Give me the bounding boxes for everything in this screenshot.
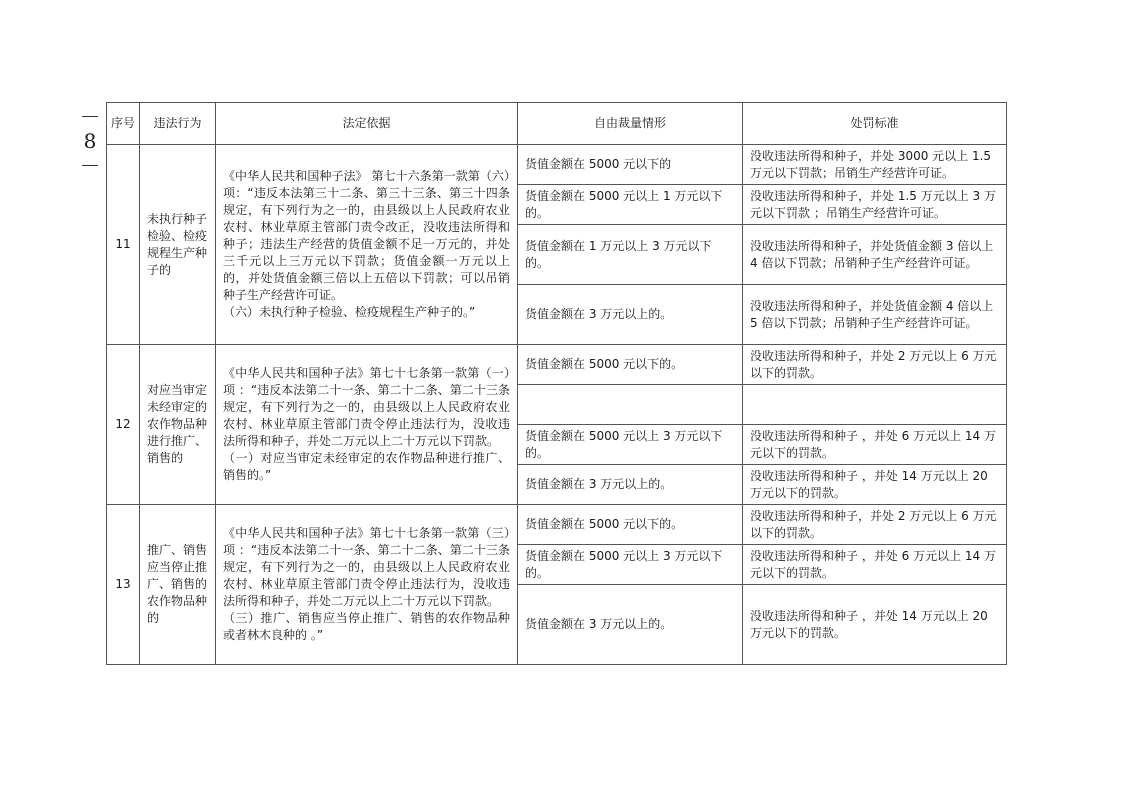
discretion-case — [518, 385, 743, 425]
row-violation: 推广、销售应当停止推广、销售的农作物品种的 — [140, 505, 216, 665]
page-number: 8 — [83, 129, 97, 153]
table-row — [107, 145, 1007, 185]
discretion-case: 货值金额在 5000 元以下的。 — [518, 505, 743, 545]
discretion-case: 货值金额在 5000 元以上 1 万元以下的。 — [518, 185, 743, 225]
legal-basis-text: 《中华人民共和国种子法》第七十七条第一款第（三）项 ：“违反本法第二十一条、第二十二条、第二十三条规定，有下列行为之一的，由县级以上人民政府农业农村、林业草原主管部门责令停止违法行为，没收违法所得和种子，并处二万元以上二十万元以下罚款。 — [223, 526, 510, 608]
penalty-standard — [743, 385, 1007, 425]
penalty-standard: 没收违法所得和种子，并处货值金额 4 倍以上 5 倍以下罚款；吊销种子生产经营许可证。 — [743, 285, 1007, 345]
row-seq: 13 — [107, 505, 140, 665]
table-header-row — [107, 103, 1007, 145]
penalty-standard: 没收违法所得和种子，并处 2 万元以上 6 万元以下的罚款。 — [743, 505, 1007, 545]
discretion-case: 货值金额在 5000 元以上 3 万元以下的。 — [518, 545, 743, 585]
penalty-standard: 没收违法所得和种子 ，并处 6 万元以上 14 万元以下的罚款。 — [743, 425, 1007, 465]
row-violation: 对应当审定未经审定的农作物品种进行推广、销售的 — [140, 345, 216, 505]
page-number-rule-top — [82, 116, 98, 117]
row-legal-basis — [216, 345, 518, 505]
legal-basis-text: 《中华人民共和国种子法》第七十七条第一款第（一）项 ：“违反本法第二十一条、第二十二条、第二十三条规定，有下列行为之一的，由县级以上人民政府农业农村、林业草原主管部门责令停止违法行为，没收违法所得和种子，并处二万元以上二十万元以下罚款。 — [223, 366, 510, 448]
discretion-case: 货值金额在 5000 元以下的。 — [518, 345, 743, 385]
penalty-standard: 没收违法所得和种子 ，并处 14 万元以上 20 万元以下的罚款。 — [743, 585, 1007, 665]
discretion-case: 货值金额在 5000 元以下的 — [518, 145, 743, 185]
table-row — [107, 345, 1007, 385]
header-penalty: 处罚标准 — [743, 103, 1007, 145]
discretion-case: 货值金额在 3 万元以上的。 — [518, 465, 743, 505]
discretion-case: 货值金额在 3 万元以上的。 — [518, 285, 743, 345]
row-seq: 11 — [107, 145, 140, 345]
legal-basis-text: 《中华人民共和国种子法》 第七十六条第一款第（六）项：“违反本法第三十二条、第三十三条、第三十四条规定，有下列行为之一的，由县级以上人民政府农业农村、林业草原主管部门责令改正，没收违法所得和种子；违法生产经营的货值金额不足一万元的，并处三千元以上三万元以下罚款；货值金额一万元以上的，并处货值金额三倍以上五倍以下罚款；可以吊销种子生产经营许可证。 — [223, 169, 510, 302]
legal-basis-item: （三）推广、销售应当停止推广、销售的农作物品种或者林木良种的 。” — [223, 611, 510, 642]
penalty-standard: 没收违法所得和种子，并处货值金额 3 倍以上 4 倍以下罚款；吊销种子生产经营许可证。 — [743, 225, 1007, 285]
row-seq: 12 — [107, 345, 140, 505]
row-legal-basis — [216, 505, 518, 665]
penalty-standard: 没收违法所得和种子 ，并处 14 万元以上 20 万元以下的罚款。 — [743, 465, 1007, 505]
header-seq: 序号 — [107, 103, 140, 145]
penalty-standard: 没收违法所得和种子，并处 3000 元以上 1.5 万元以下罚款；吊销生产经营许可证。 — [743, 145, 1007, 185]
legal-basis-item: （一）对应当审定未经审定的农作物品种进行推广、销售的。” — [223, 451, 510, 482]
penalty-standard: 没收违法所得和种子，并处 2 万元以上 6 万元以下的罚款。 — [743, 345, 1007, 385]
page-number-rule-bottom — [82, 165, 98, 166]
discretion-case: 货值金额在 1 万元以上 3 万元以下的。 — [518, 225, 743, 285]
header-basis: 法定依据 — [216, 103, 518, 145]
table-row — [107, 505, 1007, 545]
legal-basis-item: （六）未执行种子检验、检疫规程生产种子的。” — [223, 305, 476, 319]
header-discretion: 自由裁量情形 — [518, 103, 743, 145]
discretion-case: 货值金额在 5000 元以上 3 万元以下的。 — [518, 425, 743, 465]
header-act: 违法行为 — [140, 103, 216, 145]
row-violation: 未执行种子检验、检疫规程生产种子的 — [140, 145, 216, 345]
penalty-standard: 没收违法所得和种子，并处 1.5 万元以上 3 万元以下罚款 ；吊销生产经营许可证。 — [743, 185, 1007, 225]
penalty-standard: 没收违法所得和种子 ，并处 6 万元以上 14 万元以下的罚款。 — [743, 545, 1007, 585]
row-legal-basis — [216, 145, 518, 345]
penalty-standards-table — [106, 102, 1007, 665]
discretion-case: 货值金额在 3 万元以上的。 — [518, 585, 743, 665]
